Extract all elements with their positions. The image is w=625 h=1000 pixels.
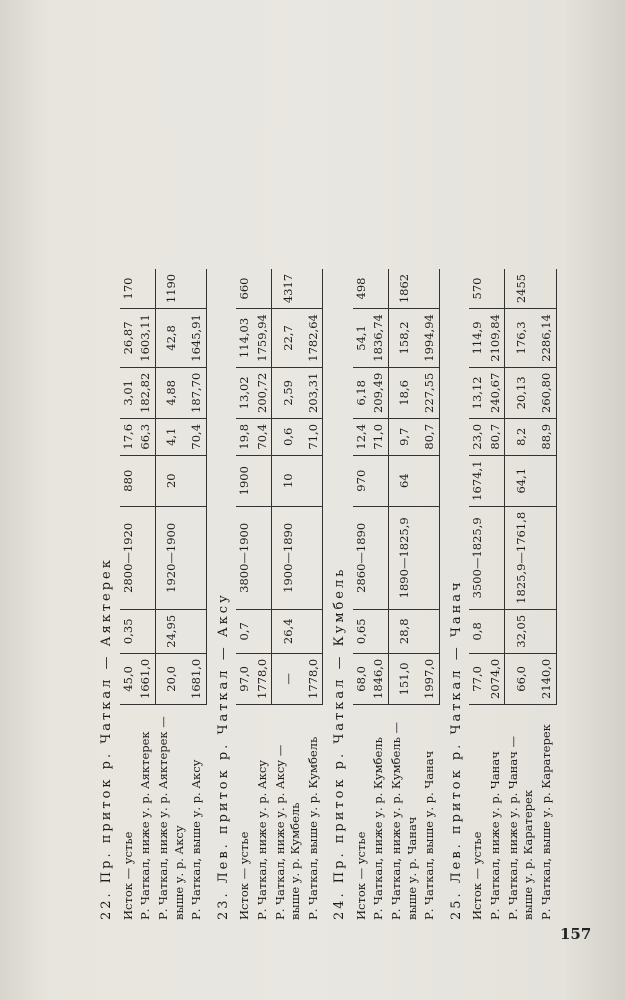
- row-label: Исток — устье: [470, 831, 485, 920]
- table-cell: 9,7: [388, 418, 421, 455]
- table-cell: [487, 269, 505, 309]
- table-cell: [305, 269, 323, 309]
- row-label: Р. Чаткал, выше у. р. Аксу: [189, 759, 204, 920]
- table-cell: 3500—1825,9: [469, 506, 487, 609]
- table-cell: 1681,0: [188, 653, 206, 704]
- table-cell: 1759,94: [254, 309, 272, 368]
- table-cell: [188, 506, 206, 609]
- table-cell: 3800—1900: [236, 506, 254, 609]
- table-cell: 1661,0: [137, 653, 155, 704]
- table-cell: [137, 506, 155, 609]
- table-cell: [421, 609, 439, 653]
- section-title: 22. Пр. приток р. Чаткал — Аяктерек: [99, 557, 114, 920]
- table-cell: [305, 506, 323, 609]
- table-cell: 4317: [272, 269, 305, 309]
- table-cell: 80,7: [421, 418, 439, 455]
- table-cell: 32,05: [505, 609, 538, 653]
- table-cell: 1645,91: [188, 309, 206, 368]
- table-cell: 2286,14: [538, 309, 556, 368]
- table-cell: 151,0: [388, 653, 421, 704]
- table-cell: 77,0: [469, 653, 487, 704]
- table-cell: 2109,84: [487, 309, 505, 368]
- table-row: [469, 269, 487, 920]
- table-cell: [538, 609, 556, 653]
- table-row: [388, 269, 421, 920]
- row-label: Р. Чаткал, ниже у. р. Чанач — выше у. р. Каратерек: [505, 736, 536, 920]
- table-cell: [137, 455, 155, 506]
- row-label: Р. Чаткал, ниже у. р. Кумбель — выше у. р. Чанач: [389, 722, 419, 920]
- table-cell: 80,7: [487, 418, 505, 455]
- table-cell: 26,87: [120, 309, 138, 368]
- table-cell: 170: [120, 269, 138, 309]
- table-cell: 22,7: [272, 309, 305, 368]
- row-label: Р. Чаткал, выше у. р. Каратерек: [538, 724, 553, 920]
- table-cell: 660: [236, 269, 254, 309]
- table-row: [538, 269, 556, 920]
- table-cell: [487, 506, 505, 609]
- row-label: Р. Чаткал, выше у. р. Кумбель: [305, 736, 320, 920]
- table-cell: 18,6: [388, 367, 421, 418]
- table-cell: 70,4: [254, 418, 272, 455]
- table-cell: [305, 609, 323, 653]
- table-cell: 0,8: [469, 609, 487, 653]
- table-row: [188, 269, 206, 920]
- table-cell: 227,55: [421, 367, 439, 418]
- table-cell: 4,1: [155, 418, 188, 455]
- table-cell: 970: [353, 455, 371, 506]
- table-cell: [370, 269, 388, 309]
- table-row: [421, 269, 439, 920]
- table-cell: 23,0: [469, 418, 487, 455]
- table-row: [155, 269, 188, 920]
- table-cell: 1846,0: [370, 653, 388, 704]
- table-cell: 200,72: [254, 367, 272, 418]
- row-label: Р. Чаткал, ниже у. р. Кумбель: [371, 737, 386, 920]
- table-cell: 88,9: [538, 418, 556, 455]
- rotated-table-container: [90, 80, 625, 920]
- table-cell: 240,67: [487, 367, 505, 418]
- table-cell: 1862: [388, 269, 421, 309]
- section-title: 24. Пр. приток р. Чаткал — Кумбель: [332, 566, 348, 920]
- table-cell: 66,0: [505, 653, 538, 704]
- table-cell: 570: [469, 269, 487, 309]
- table-cell: [188, 455, 206, 506]
- table-cell: 4,88: [155, 367, 188, 418]
- table-cell: [538, 269, 556, 309]
- table-cell: 114,03: [236, 309, 254, 368]
- table-cell: 1603,11: [137, 309, 155, 368]
- section-title-row: [323, 269, 353, 920]
- table-cell: 182,82: [137, 367, 155, 418]
- table-cell: 20: [155, 455, 188, 506]
- table-cell: 0,7: [236, 609, 254, 653]
- table-cell: 70,4: [188, 418, 206, 455]
- table-cell: [487, 609, 505, 653]
- table-cell: 1778,0: [305, 653, 323, 704]
- table-row: [137, 269, 155, 920]
- table-cell: 880: [120, 455, 138, 506]
- table-cell: 1890—1825,9: [388, 506, 421, 609]
- table-row: [353, 269, 371, 920]
- table-cell: 176,3: [505, 309, 538, 368]
- table-cell: [254, 609, 272, 653]
- table-cell: 1778,0: [254, 653, 272, 704]
- table-cell: 2860—1890: [353, 506, 371, 609]
- table-cell: 17,6: [120, 418, 138, 455]
- table-cell: 97,0: [236, 653, 254, 704]
- row-label: Р. Чаткал, выше у. р. Чанач: [422, 750, 437, 920]
- table-cell: [538, 455, 556, 506]
- table-cell: 24,95: [155, 609, 188, 653]
- table-cell: 6,18: [353, 367, 371, 418]
- table-cell: 8,2: [505, 418, 538, 455]
- table-cell: [370, 455, 388, 506]
- table-cell: 1782,64: [305, 309, 323, 368]
- section-title-row: [206, 269, 236, 920]
- table-cell: 54,1: [353, 309, 371, 368]
- table-cell: [305, 455, 323, 506]
- table-cell: 2,59: [272, 367, 305, 418]
- table-cell: 1836,74: [370, 309, 388, 368]
- table-cell: 3,01: [120, 367, 138, 418]
- table-cell: 2140,0: [538, 653, 556, 704]
- table-cell: 45,0: [120, 653, 138, 704]
- table-cell: 10: [272, 455, 305, 506]
- table-cell: 66,3: [137, 418, 155, 455]
- table-cell: 1674,1: [469, 455, 487, 506]
- table-cell: 20,0: [155, 653, 188, 704]
- table-cell: 203,31: [305, 367, 323, 418]
- table-cell: 0,35: [120, 609, 138, 653]
- table-cell: 0,6: [272, 418, 305, 455]
- table-cell: 2455: [505, 269, 538, 309]
- table-row: [120, 269, 138, 920]
- table-cell: 12,4: [353, 418, 371, 455]
- table-cell: 26,4: [272, 609, 305, 653]
- table-cell: 0,65: [353, 609, 371, 653]
- table-cell: 71,0: [370, 418, 388, 455]
- row-label: Р. Чаткал, ниже у. р. Аяктерек — выше у. р. Аксу: [156, 716, 186, 920]
- row-label: Исток — устье: [237, 831, 252, 920]
- table-row: [305, 269, 323, 920]
- table-cell: [137, 609, 155, 653]
- row-label: Исток — устье: [120, 831, 135, 920]
- table-cell: [421, 455, 439, 506]
- table-cell: [421, 506, 439, 609]
- row-label: Р. Чаткал, ниже у. р. Аксу — выше у. р. Кумбель: [272, 744, 303, 920]
- table-cell: [370, 506, 388, 609]
- table-cell: 209,49: [370, 367, 388, 418]
- table-cell: 28,8: [388, 609, 421, 653]
- table-cell: 2074,0: [487, 653, 505, 704]
- table-cell: [137, 269, 155, 309]
- table-row: [254, 269, 272, 920]
- table-cell: 1190: [155, 269, 188, 309]
- table-cell: [421, 269, 439, 309]
- table-cell: 1920—1900: [155, 506, 188, 609]
- table-cell: 13,02: [236, 367, 254, 418]
- table-cell: [487, 455, 505, 506]
- table-row: [370, 269, 388, 920]
- table-cell: [254, 269, 272, 309]
- table-cell: 498: [353, 269, 371, 309]
- table-cell: 64: [388, 455, 421, 506]
- table-cell: 68,0: [353, 653, 371, 704]
- table-cell: 1825,9—1761,8: [505, 506, 538, 609]
- table-cell: 1994,94: [421, 309, 439, 368]
- row-label: Исток — устье: [353, 831, 368, 920]
- table-row: [505, 269, 538, 920]
- table-cell: [370, 609, 388, 653]
- table-cell: 260,80: [538, 367, 556, 418]
- table-row: [272, 269, 305, 920]
- row-label: Р. Чаткал, ниже у. р. Аксу: [254, 759, 269, 920]
- table-cell: 19,8: [236, 418, 254, 455]
- table-cell: 64,1: [505, 455, 538, 506]
- section-title-row: [90, 269, 120, 920]
- table-cell: [188, 269, 206, 309]
- table-cell: [254, 455, 272, 506]
- table-cell: [538, 506, 556, 609]
- section-title: 25. Лев. приток р. Чаткал — Чанач: [448, 579, 464, 920]
- hydrology-table: [90, 269, 557, 920]
- table-cell: 1900—1890: [272, 506, 305, 609]
- section-title: 23. Лев. приток р. Чаткал — Аксу: [215, 592, 231, 920]
- row-label: Р. Чаткал, ниже у. р. Аяктерек: [138, 731, 153, 920]
- section-title-row: [439, 269, 469, 920]
- table-cell: 20,13: [505, 367, 538, 418]
- table-cell: 2800—1920: [120, 506, 138, 609]
- table-row: [487, 269, 505, 920]
- table-cell: 71,0: [305, 418, 323, 455]
- table-row: [236, 269, 254, 920]
- table-cell: [188, 609, 206, 653]
- table-cell: 1997,0: [421, 653, 439, 704]
- table-cell: 13,12: [469, 367, 487, 418]
- row-label: Р. Чаткал, ниже у. р. Чанач: [487, 751, 502, 920]
- table-cell: 158,2: [388, 309, 421, 368]
- table-cell: 114,9: [469, 309, 487, 368]
- table-cell: 1900: [236, 455, 254, 506]
- page-number: 157: [560, 925, 592, 943]
- table-cell: —: [272, 653, 305, 704]
- table-cell: 187,70: [188, 367, 206, 418]
- table-cell: [254, 506, 272, 609]
- table-cell: 42,8: [155, 309, 188, 368]
